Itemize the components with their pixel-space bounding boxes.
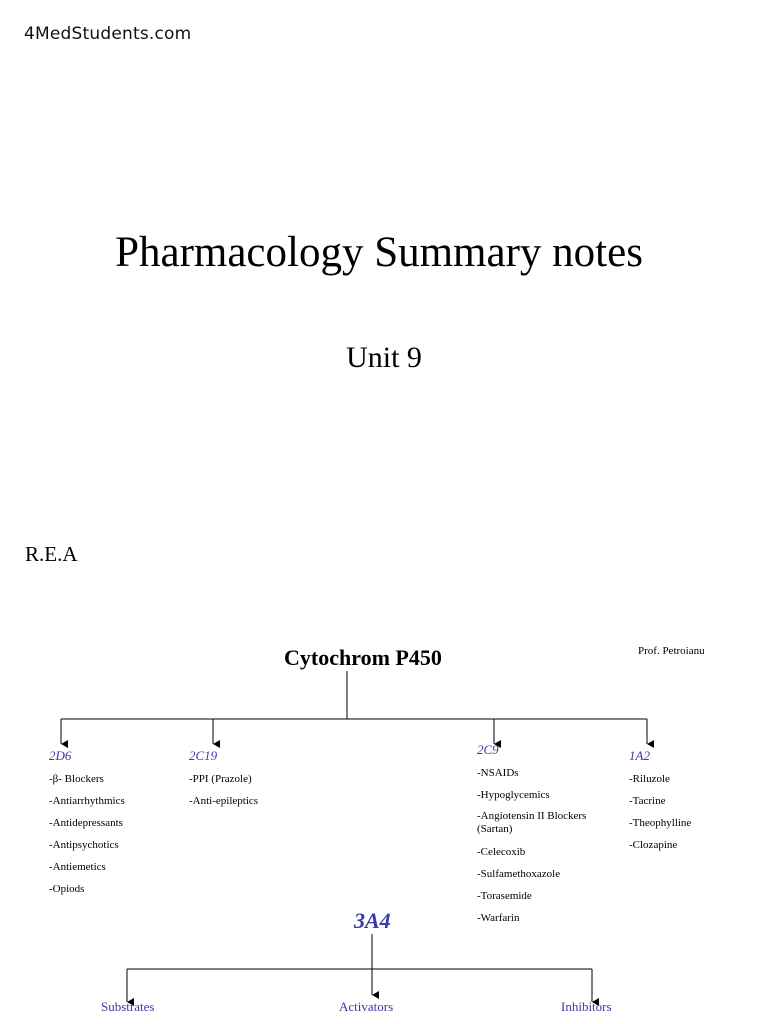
list-item: -Anti-epileptics — [189, 795, 259, 807]
list-item: -Antiarrhythmics — [49, 795, 125, 807]
list-item: -Clozapine — [629, 839, 678, 851]
enzyme-1a2-list — [629, 768, 691, 856]
author-initials: R.E.A — [25, 542, 78, 566]
list-item: -Antidepressants — [49, 817, 123, 829]
enzyme-3a4-label: 3A4 — [354, 908, 391, 933]
list-item: -β- Blockers — [49, 773, 104, 785]
substrates-label: Substrates — [101, 999, 155, 1014]
list-item: -Opiods — [49, 883, 85, 895]
page-title: Pharmacology Summary notes — [115, 229, 643, 276]
enzyme-2c9-list — [477, 762, 607, 929]
list-item: -Antiemetics — [49, 861, 106, 873]
unit-subtitle: Unit 9 — [346, 341, 422, 374]
inhibitors-label: Inhibitors — [561, 999, 612, 1014]
list-item: -Theophylline — [629, 817, 692, 829]
list-item: -Celecoxib — [477, 846, 526, 858]
enzyme-2c9-label: 2C9 — [477, 742, 499, 757]
enzyme-2d6-label: 2D6 — [49, 748, 72, 763]
list-item: -Angiotensin II Blockers (Sartan) — [477, 810, 587, 835]
enzyme-2c19-label: 2C19 — [189, 748, 218, 763]
list-item: -Hypoglycemics — [477, 789, 550, 801]
list-item: -Riluzole — [629, 773, 670, 785]
list-item: -NSAIDs — [477, 767, 519, 779]
diagram-credit: Prof. Petroianu — [638, 645, 705, 657]
site-watermark: 4MedStudents.com — [24, 24, 192, 44]
activators-label: Activators — [339, 999, 394, 1014]
list-item: -Warfarin — [477, 912, 520, 924]
list-item: -PPI (Prazole) — [189, 773, 252, 785]
list-item: -Antipsychotics — [49, 839, 119, 851]
enzyme-1a2-label: 1A2 — [629, 748, 650, 763]
list-item: -Tacrine — [629, 795, 666, 807]
enzyme-2c19-list — [189, 768, 258, 812]
list-item: -Sulfamethoxazole — [477, 868, 561, 880]
diagram-root-label: Cytochrom P450 — [284, 645, 442, 670]
list-item: -Torasemide — [477, 890, 532, 902]
enzyme-2d6-list — [49, 768, 125, 900]
